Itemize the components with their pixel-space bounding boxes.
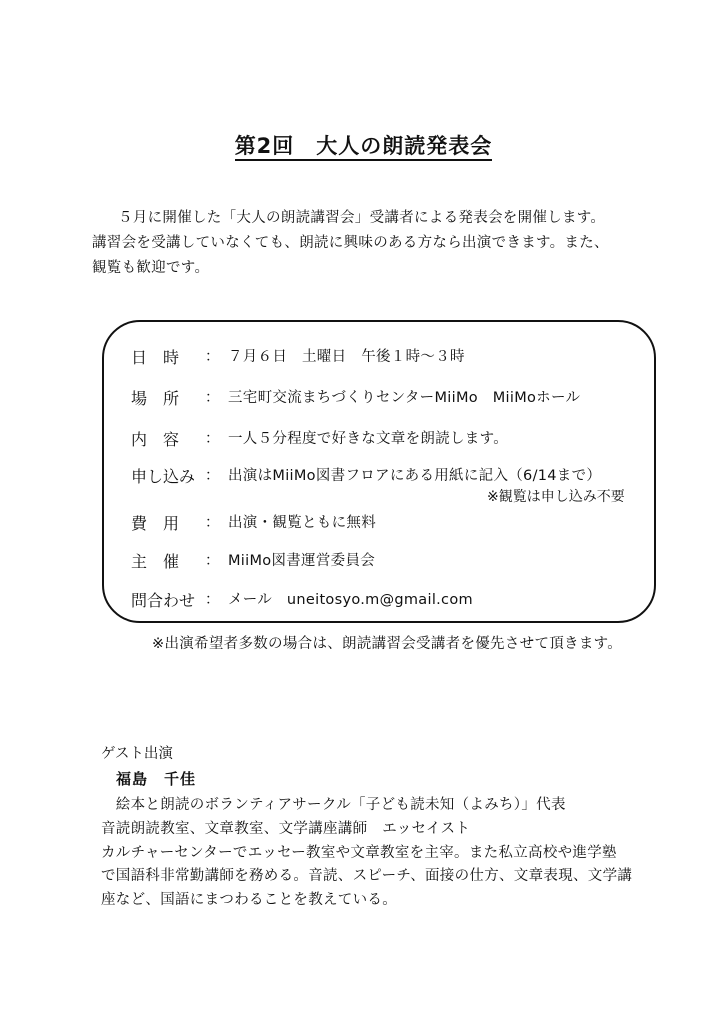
detail-colon: ：	[205, 592, 220, 608]
detail-value-application: 出演はMiiMo図書フロアにある用紙に記入（6/14まで）	[228, 468, 602, 484]
detail-colon: ：	[205, 390, 220, 406]
detail-note-application: ※観覧は申し込み不要	[487, 489, 625, 505]
detail-label-organizer: 主 催	[131, 552, 180, 571]
guest-bio-line-3: カルチャーセンターでエッセー教室や文章教室を主宰。また私立高校や進学塾	[101, 845, 617, 861]
event-title	[0, 130, 727, 160]
intro-line-2: 講習会を受講していなくても、朗読に興味のある方なら出演できます。また、	[92, 235, 609, 251]
detail-value-organizer: MiiMo図書運営委員会	[228, 553, 376, 569]
detail-colon: ：	[205, 515, 220, 531]
detail-value-datetime: ７月６日 土曜日 午後１時～３時	[228, 349, 465, 365]
priority-footnote: ※出演希望者多数の場合は、朗読講習会受講者を優先させて頂きます。	[152, 636, 623, 652]
detail-colon: ：	[205, 349, 220, 365]
guest-name: 福島 千佳	[116, 770, 197, 788]
detail-colon: ：	[205, 431, 220, 447]
detail-label-place: 場 所	[131, 389, 180, 408]
guest-heading: ゲスト出演	[101, 746, 173, 762]
detail-label-application: 申し込み	[131, 467, 196, 486]
event-title-text: 第2回 大人の朗読発表会	[235, 134, 493, 161]
guest-bio-line-5: 座など、国語にまつわることを教えている。	[101, 892, 397, 908]
guest-bio-line-2: 音読朗読教室、文章教室、文学講座講師 エッセイスト	[101, 821, 471, 837]
intro-line-1: ５月に開催した「大人の朗読講習会」受講者による発表会を開催します。	[118, 210, 606, 226]
detail-value-place: 三宅町交流まちづくりセンターMiiMo MiiMoホール	[228, 390, 581, 406]
guest-bio-line-1: 絵本と朗読のボランティアサークル「子ども読未知（よみち）」代表	[101, 797, 566, 813]
detail-value-content: 一人５分程度で好きな文章を朗読します。	[228, 431, 509, 447]
detail-colon: ：	[205, 553, 220, 569]
intro-line-3: 観覧も歓迎です。	[92, 260, 210, 276]
detail-label-content: 内 容	[131, 430, 180, 449]
detail-label-contact: 問合わせ	[131, 591, 196, 610]
detail-colon: ：	[205, 468, 220, 484]
detail-value-contact: メール uneitosyo.m@gmail.com	[228, 592, 473, 608]
detail-label-fee: 費 用	[131, 514, 180, 533]
detail-value-fee: 出演・観覧ともに無料	[228, 515, 376, 531]
detail-label-datetime: 日 時	[131, 348, 180, 367]
guest-bio-line-4: で国語科非常勤講師を務める。音読、スピーチ、面接の仕方、文章表現、文学講	[101, 868, 633, 884]
